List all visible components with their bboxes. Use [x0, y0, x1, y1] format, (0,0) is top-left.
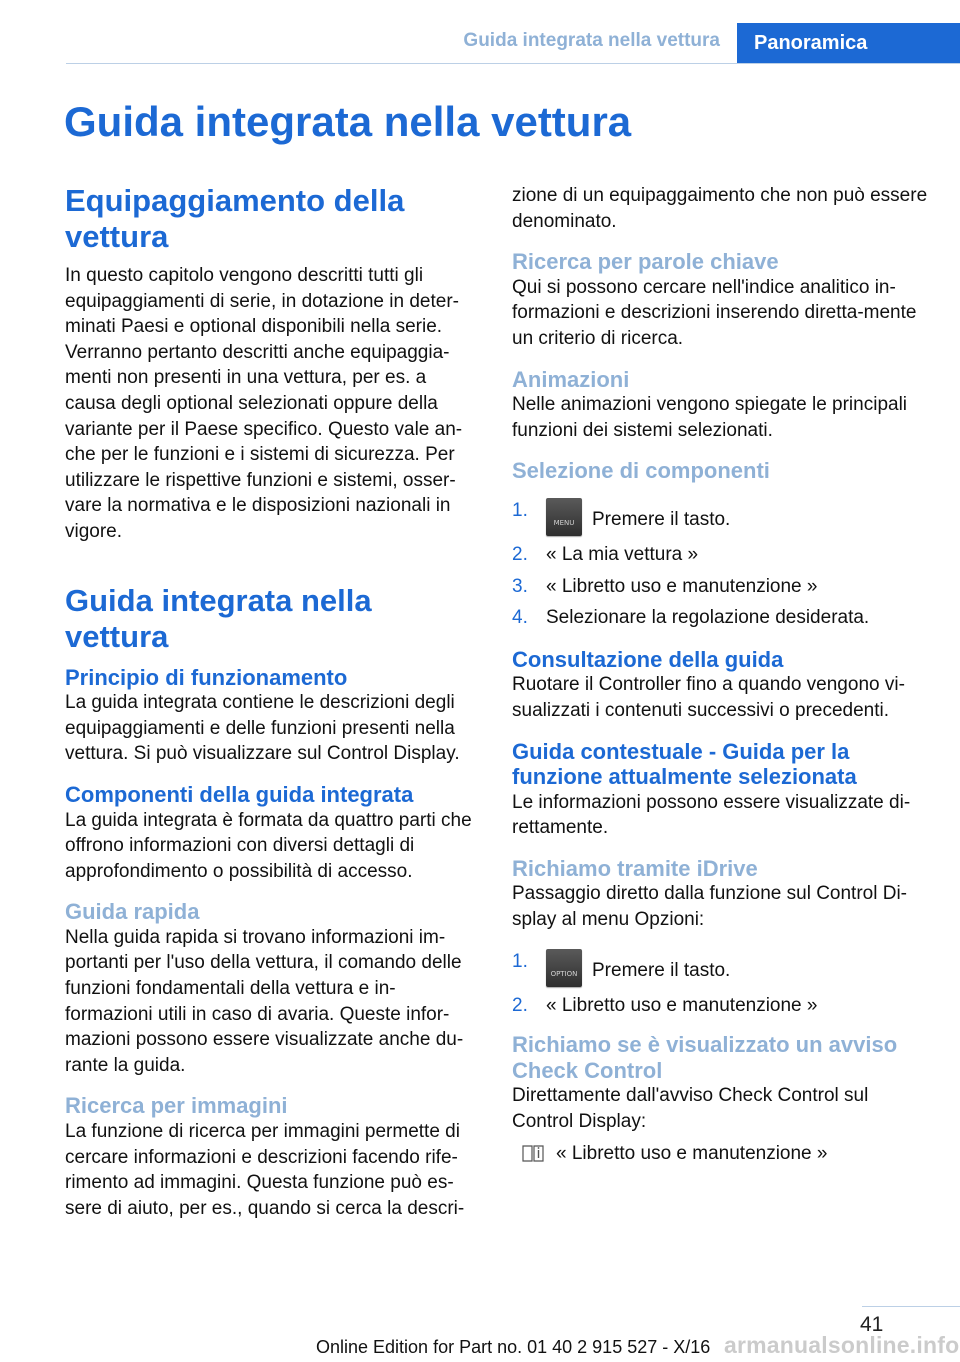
footer-edition: Online Edition for Part no. 01 40 2 915 527 - X/16 [316, 1337, 711, 1357]
page-title: Guida integrata nella vettura [64, 98, 632, 145]
book-info-icon[interactable] [522, 1144, 544, 1162]
contextual-help-heading: Guida contestuale - Guida per la funzione attualmente selezionata [512, 738, 857, 790]
principle-heading: Principio di funzionamento [65, 664, 348, 690]
step-number: 2. [512, 994, 528, 1016]
watermark: armanualsonline.info [724, 1332, 960, 1358]
page-number: 41 [860, 1313, 884, 1336]
option-key-icon[interactable]: OPTION [546, 949, 582, 987]
check-control-heading: Richiamo se è visualizzato un avviso Check Control [512, 1032, 898, 1083]
step-number: 1. [512, 499, 528, 521]
list-item [512, 949, 928, 987]
consult-heading: Consultazione della guida [512, 646, 784, 672]
quick-guide-body: Nella guida rapida si trovano informazioni im‐portanti per l'uso della vettura, il comando delle funzioni fondamentali della vettura e in‐formazioni utili in caso di avaria. Queste infor‐mazioni possono essere visualizzate anche du‐rante la guida. [65, 926, 464, 1076]
list-item [512, 498, 928, 536]
contextual-help-body: Le informazioni possono essere visualizzate di‐rettamente. [512, 791, 911, 839]
keyword-search-heading: Ricerca per parole chiave [512, 249, 779, 275]
list-item [512, 605, 928, 631]
menu-key-icon[interactable]: MENU [546, 498, 582, 536]
quick-guide-heading: Guida rapida [65, 899, 200, 925]
select-steps-list [512, 498, 928, 631]
chapter-tab[interactable]: Panoramica [737, 23, 960, 63]
principle-body: La guida integrata contiene le descrizioni degli equipaggiamenti e delle funzioni presenti nella vettura. Si può visualizzare sul Control Display. [65, 692, 460, 765]
idrive-body: Passaggio diretto dalla funzione sul Control Di‐splay al menu Opzioni: [512, 883, 907, 931]
step-text: « Libretto uso e manutenzione » [546, 994, 818, 1016]
components-heading: Componenti della guida integrata [65, 781, 414, 807]
header-rule [66, 63, 960, 64]
image-search-continued: zione di un equipaggaimento che non può essere denominato. [512, 185, 928, 232]
check-control-link-row [512, 1141, 928, 1167]
step-number: 4. [512, 607, 528, 629]
idrive-steps-list [512, 949, 928, 1019]
animations-heading: Animazioni [512, 366, 630, 392]
step-number: 1. [512, 950, 528, 972]
keyword-search-body: Qui si possono cercare nell'indice analitico in‐formazioni e descrizioni inserendo diretta‐mente un criterio di ricerca. [512, 276, 917, 349]
step-number: 2. [512, 543, 528, 565]
step-text: « La mia vettura » [546, 543, 699, 565]
list-item [512, 574, 928, 600]
select-components-heading: Selezione di componenti [512, 458, 770, 484]
step-text: Selezionare la regolazione desiderata. [546, 607, 870, 629]
step-text: « Libretto uso e manutenzione » [546, 575, 818, 597]
check-control-body: Direttamente dall'avviso Check Control sul Control Display: [512, 1085, 869, 1133]
components-body: La guida integrata è formata da quattro parti che offrono informazioni con diversi dettagli di approfondimento o possibilità di accesso. [65, 809, 472, 882]
right-column [512, 183, 928, 1166]
left-column [65, 183, 481, 1221]
animations-body: Nelle animazioni vengono spiegate le principali funzioni dei sistemi selezionati. [512, 394, 908, 441]
equipment-body: In questo capitolo vengono descritti tutti gli equipaggiamenti di serie, in dotazione in deter‐minati Paesi e optional disponibili nella serie. Verranno pertanto descritti anche equipaggia‐menti non presenti in una vettura, per es. a causa degli optional selezionati oppure della variante per il Paese specifico. Questo vale an‐che per le funzioni e i sistemi di sicurezza. Per utilizzare le rispettive funzioni e sistemi, osser‐vare la normativa e le disposizioni nazionali in vigore. [65, 265, 463, 542]
image-search-heading: Ricerca per immagini [65, 1093, 288, 1119]
header-section-title: Guida integrata nella vettura [463, 30, 720, 51]
idrive-heading: Richiamo tramite iDrive [512, 855, 758, 881]
step-text: Premere il tasto. [592, 959, 731, 981]
guide-heading: Guida integrata nella vettura [65, 582, 372, 654]
consult-body: Ruotare il Controller fino a quando vengono vi‐sualizzati i contenuti successivi o precedenti. [512, 674, 905, 721]
check-control-link[interactable]: « Libretto uso e manutenzione » [556, 1142, 828, 1164]
list-item [512, 542, 928, 568]
footer-rule [862, 1306, 960, 1307]
image-search-body: La funzione di ricerca per immagini permette di cercare informazioni e descrizioni facendo rife‐rimento ad immagini. Questa funzione può es‐sere di aiuto, per es., quando si cerca la descri‐ [65, 1121, 465, 1219]
step-number: 3. [512, 575, 528, 597]
equipment-heading: Equipaggiamento della vettura [65, 183, 405, 254]
list-item [512, 993, 928, 1019]
step-text: Premere il tasto. [592, 508, 731, 530]
